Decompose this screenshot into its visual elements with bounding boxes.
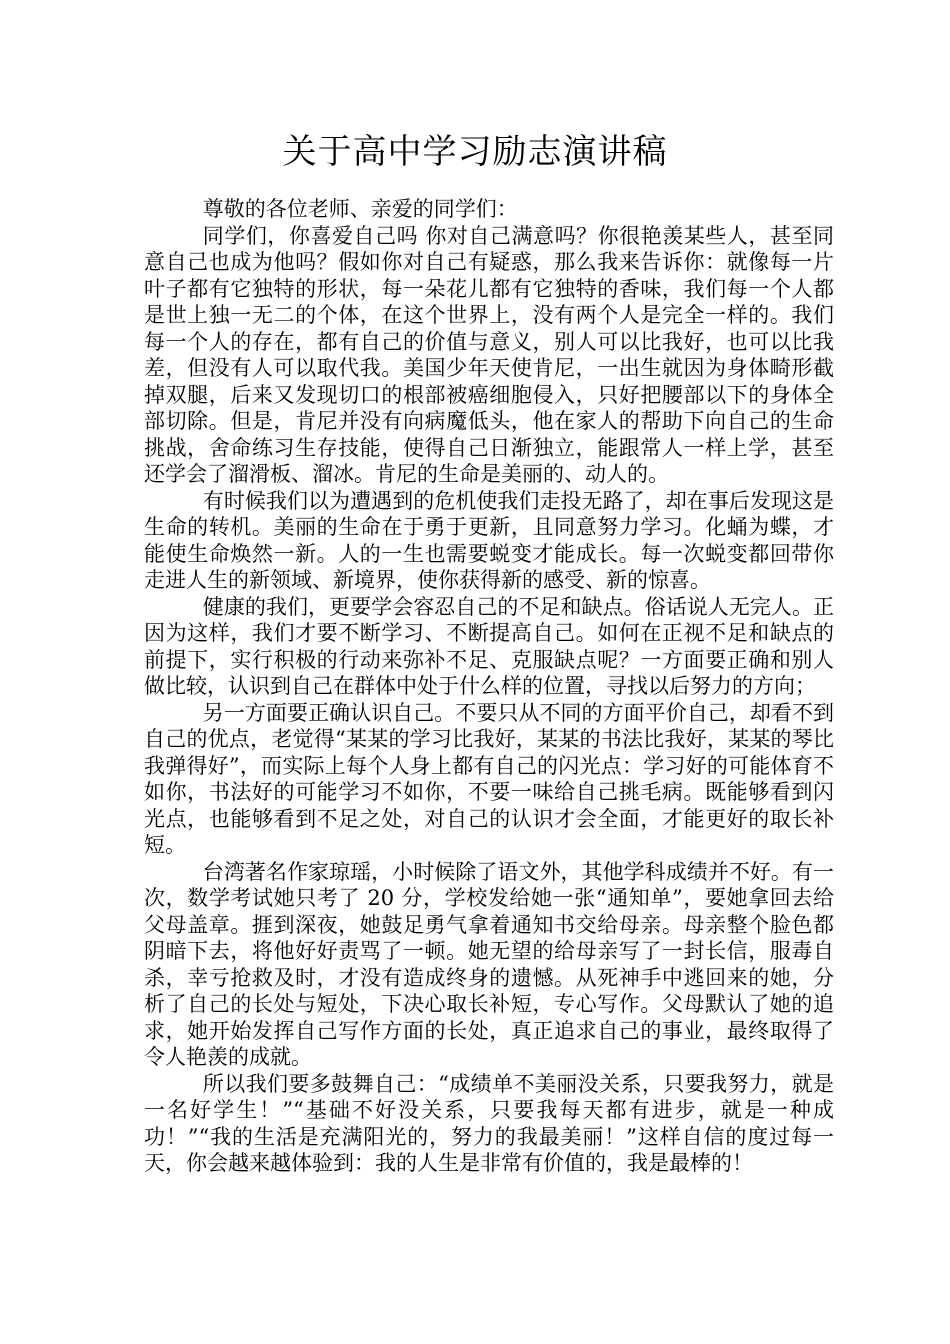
paragraph-transformation: 有时候我们以为遭遇到的危机使我们走投无路了，却在事后发现这是生命的转机。美丽的生命在于勇于更新，且同意努力学习。化蛹为蝶，才能使生命焕然一新。人的一生也需要蜕变才能成长。每一次蜕变都回带你走进人生的新领域、新境界，使你获得新的感受、新的惊喜。 <box>144 488 834 592</box>
paragraph-greeting: 尊敬的各位老师、亲爱的同学们： <box>202 197 518 221</box>
paragraph-qiong-yao: 台湾著名作家琼瑶，小时候除了语文外，其他学科成绩并不好。有一次，数学考试她只考了 20 分，学校发给她一张“通知单”，要她拿回去给父母盖章。捱到深夜，她鼓足勇气拿着通知书交给母亲。母亲整个脸色都阴暗下去，将他好好责骂了一顿。她无望的给母亲写了一封长信，服毒自杀，幸亏抢救及时，才没有造成终身的遗憾。从死神手中逃回来的她，分析了自己的长处与短处，下决心取长补短，专心写作。父母默认了她的追求，她开始发挥自己写作方面的长处，真正追求自己的事业，最终取得了令人艳羡的成就。 <box>144 859 834 1069</box>
document-title: 关于高中学习励志演讲稿 <box>282 132 668 172</box>
paragraph-self-knowledge: 另一方面要正确认识自己。不要只从不同的方面平价自己，却看不到自己的优点，老觉得“某某的学习比我好，某某的书法比我好，某某的琴比我弹得好”，而实际上每个人身上都有自己的闪光点：学习好的可能体育不如你，书法好的可能学习不如你，不要一味给自己挑毛病。既能够看到闪光点，也能够看到不足之处，对自己的认识才会全面，才能更好的取长补短。 <box>144 700 834 857</box>
paragraph-self-love: 同学们，你喜爱自己吗 你对自己满意吗？你很艳羡某些人，甚至同意自己也成为他吗？假如你对自己有疑惑，那么我来告诉你：就像每一片叶子都有它独特的形状，每一朵花儿都有它独特的香味，我们每一个人都是世上独一无二的个体，在这个世界上，没有两个人是完全一样的。我们每一个人的存在，都有自己的价值与意义，别人可以比我好，也可以比我差，但没有人可以取代我。美国少年天使肯尼，一出生就因为身体畸形截掉双腿，后来又发现切口的根部被癌细胞侵入，只好把腰部以下的身体全部切除。但是，肯尼并没有向病魔低头，他在家人的帮助下向自己的生命挑战，舍命练习生存技能，使得自己日渐独立，能跟常人一样上学，甚至还学会了溜滑板、溜冰。肯尼的生命是美丽的、动人的。 <box>144 223 834 486</box>
paragraph-shortcomings: 健康的我们，更要学会容忍自己的不足和缺点。俗话说人无完人。正因为这样，我们才要不断学习、不断提高自己。如何在正视不足和缺点的前提下，实行积极的行动来弥补不足、克服缺点呢？一方面要正确和别人做比较，认识到自己在群体中处于什么样的位置，寻找以后努力的方向； <box>144 594 834 698</box>
paragraph-conclusion: 所以我们要多鼓舞自己：“成绩单不美丽没关系，只要我努力，就是一名好学生！”“基础不好没关系，只要我每天都有进步，就是一种成功！”“我的生活是充满阳光的，努力的我最美丽！”这样自信的度过每一天，你会越来越体验到：我的人生是非常有价值的，我是最棒的！ <box>144 1071 834 1175</box>
document-body <box>144 196 834 1177</box>
